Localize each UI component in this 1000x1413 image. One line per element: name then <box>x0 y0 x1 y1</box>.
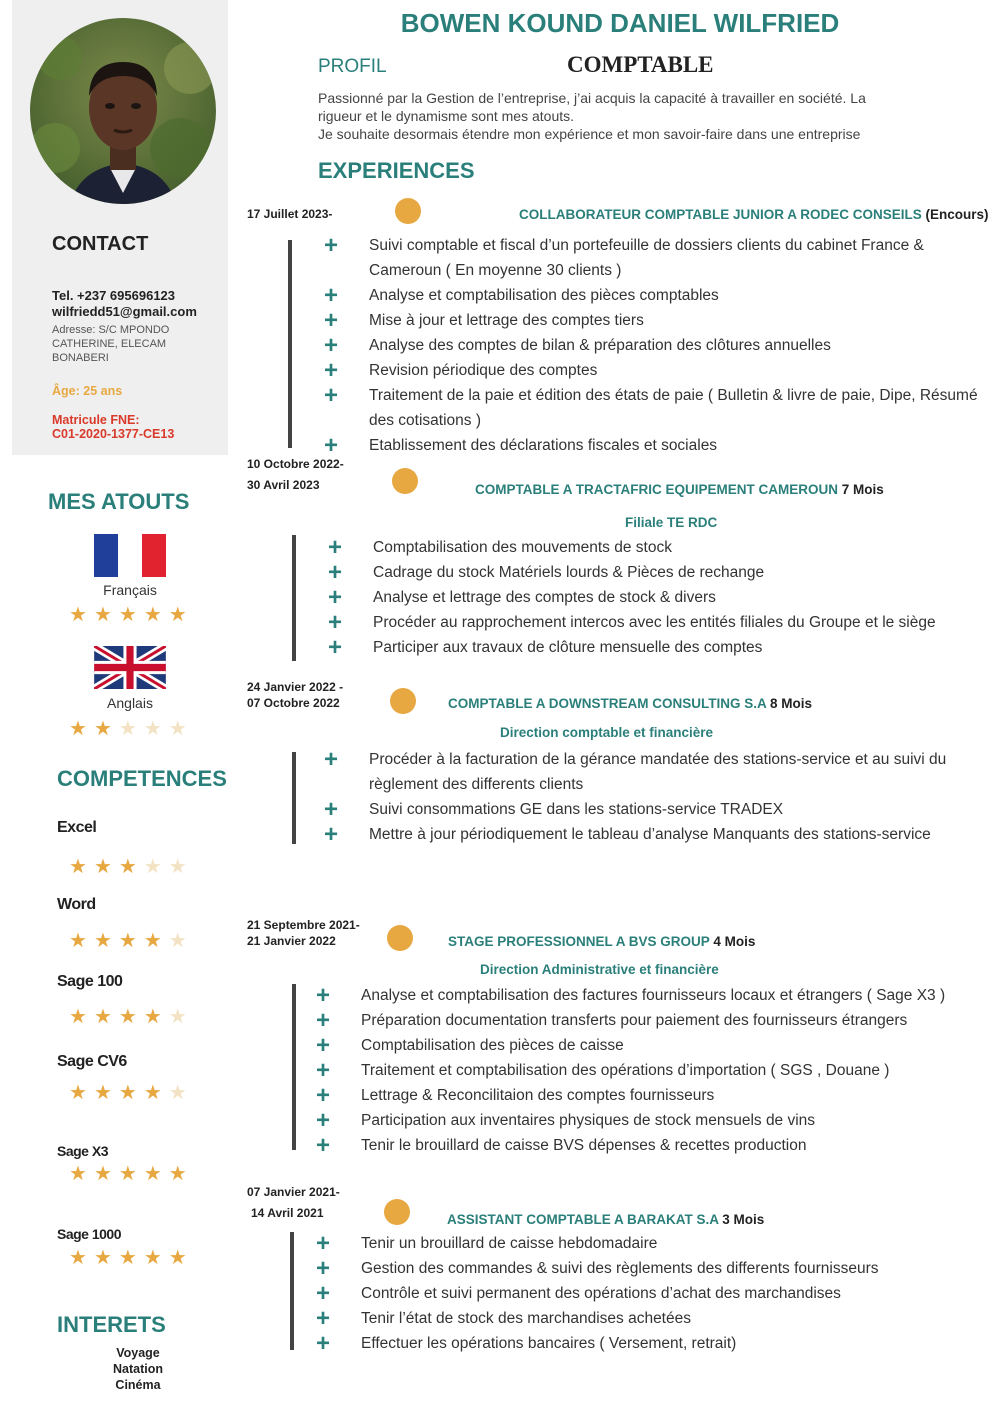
timeline-dot <box>387 925 413 951</box>
task-item <box>321 308 1000 333</box>
star-filled-icon: ★ <box>69 1247 87 1269</box>
plus-icon: + <box>327 634 342 661</box>
task-item <box>321 333 1000 358</box>
email-address: wilfriedd51@gmail.com <box>52 304 197 319</box>
task-text: Préparation documentation transferts pour paiement des fournisseurs étrangers <box>361 1012 908 1029</box>
task-item <box>313 1281 1000 1306</box>
star-filled-icon: ★ <box>69 1082 87 1104</box>
address-line: BONABERI <box>52 352 109 364</box>
job-title: COMPTABLE <box>567 52 714 77</box>
task-item <box>313 1331 1000 1356</box>
language-name-french: Français <box>103 582 157 598</box>
task-text: Analyse des comptes de bilan & préparation des clôtures annuelles <box>369 337 831 354</box>
uk-flag <box>94 646 166 694</box>
star-empty-icon: ★ <box>118 718 137 740</box>
task-text: Participer aux travaux de clôture mensuelle des comptes <box>373 639 763 656</box>
job-date-start: 21 Septembre 2021- <box>247 918 360 932</box>
star-filled-icon: ★ <box>168 1247 187 1269</box>
job-date-end: 30 Avril 2023 <box>247 478 320 492</box>
task-list <box>321 233 1000 458</box>
task-item <box>313 1133 1000 1158</box>
star-filled-icon: ★ <box>168 1163 187 1185</box>
plus-icon: + <box>315 982 330 1009</box>
task-item <box>321 383 1000 408</box>
job-date <box>247 1184 340 1221</box>
plus-icon: + <box>315 1280 330 1307</box>
language-name-english: Anglais <box>107 695 153 711</box>
task-list <box>325 535 995 660</box>
job-role: COLLABORATEUR COMPTABLE JUNIOR A RODEC CONSEILS <box>519 207 922 222</box>
plus-icon: + <box>315 1057 330 1084</box>
skill-rating <box>69 1007 187 1027</box>
plus-icon: + <box>315 1255 330 1282</box>
task-item <box>313 1058 1000 1083</box>
job-title <box>447 1212 764 1227</box>
star-filled-icon: ★ <box>143 1006 162 1028</box>
job-duration: (Encours) <box>925 207 989 222</box>
plus-icon: + <box>323 821 338 848</box>
interests-list <box>96 1345 180 1393</box>
task-item <box>325 610 995 635</box>
star-filled-icon: ★ <box>118 1006 137 1028</box>
star-filled-icon: ★ <box>118 1247 137 1269</box>
rating-english <box>69 719 187 739</box>
timeline-line <box>292 752 296 844</box>
task-item <box>313 1306 1000 1331</box>
timeline-line <box>292 535 296 661</box>
task-text: Suivi consommations GE dans les stations-service TRADEX <box>369 801 784 818</box>
task-text: règlement des differents clients <box>369 776 584 793</box>
task-text: Procéder au rapprochement intercos avec les entités filiales du Groupe et le siège <box>373 614 936 631</box>
timeline-line <box>290 1232 294 1350</box>
task-text: Etablissement des déclarations fiscales et sociales <box>369 437 718 454</box>
task-text: Comptabilisation des mouvements de stock <box>373 539 672 556</box>
skill-rating <box>69 1083 187 1103</box>
star-filled-icon: ★ <box>168 604 187 626</box>
task-item <box>325 535 995 560</box>
interest-item: Voyage <box>116 1346 160 1360</box>
contact-heading: CONTACT <box>52 233 149 255</box>
job-title <box>519 207 989 222</box>
interest-item: Cinéma <box>115 1378 161 1392</box>
star-filled-icon: ★ <box>143 1163 162 1185</box>
skill-name: Sage CV6 <box>57 1053 127 1070</box>
task-item <box>321 822 1000 847</box>
star-filled-icon: ★ <box>69 604 87 626</box>
task-text: Contrôle et suivi permanent des opérations d’achat des marchandises <box>361 1285 841 1302</box>
profile-line: Je souhaite desormais étendre mon expérience et mon savoir-faire dans une entreprise <box>318 126 861 142</box>
task-text: Revision périodique des comptes <box>369 362 598 379</box>
task-text: Tenir l’état de stock des marchandises achetées <box>361 1310 691 1327</box>
plus-icon: + <box>315 1107 330 1134</box>
skill-name: Sage 100 <box>57 973 123 990</box>
candidate-name: BOWEN KOUND DANIEL WILFRIED <box>400 8 840 38</box>
task-item <box>321 797 1000 822</box>
task-text: Analyse et comptabilisation des pièces comptables <box>369 287 719 304</box>
task-text: Gestion des commandes & suivi des règlements des differents fournisseurs <box>361 1260 879 1277</box>
interest-item: Natation <box>113 1362 163 1376</box>
profile-summary <box>318 89 958 143</box>
fne-value: C01-2020-1377-CE13 <box>52 427 175 441</box>
task-text: Participation aux inventaires physiques de stock mensuels de vins <box>361 1112 816 1129</box>
task-item <box>313 1033 1000 1058</box>
task-item <box>313 1008 1000 1033</box>
profile-photo <box>30 18 216 204</box>
star-filled-icon: ★ <box>143 930 162 952</box>
task-text: des cotisations ) <box>369 412 481 429</box>
job-role: COMPTABLE A TRACTAFRIC EQUIPEMENT CAMEROUN <box>475 482 838 497</box>
job-role: ASSISTANT COMPTABLE A BARAKAT S.A <box>447 1212 719 1227</box>
task-list <box>313 983 1000 1158</box>
skill-name: Sage 1000 <box>57 1226 121 1242</box>
task-item <box>321 408 1000 433</box>
timeline-dot <box>384 1199 410 1225</box>
job-date-start: 10 Octobre 2022- <box>247 457 344 471</box>
star-empty-icon: ★ <box>143 718 162 740</box>
task-text: Tenir le brouillard de caisse BVS dépenses & recettes production <box>361 1137 807 1154</box>
job-subtitle: Direction Administrative et financière <box>480 962 719 977</box>
star-filled-icon: ★ <box>93 1247 112 1269</box>
plus-icon: + <box>315 1230 330 1257</box>
task-text: Comptabilisation des pièces de caisse <box>361 1037 624 1054</box>
skill-rating <box>69 857 187 877</box>
job-date-start: 07 Janvier 2021- <box>247 1185 340 1199</box>
plus-icon: + <box>327 584 342 611</box>
plus-icon: + <box>323 332 338 359</box>
job-subtitle: Filiale TE RDC <box>625 515 718 530</box>
task-text: Lettrage & Reconcilitaion des comptes fournisseurs <box>361 1087 715 1104</box>
fne-registration <box>52 413 174 441</box>
job-duration: 4 Mois <box>713 934 756 949</box>
job-date-end: 14 Avril 2021 <box>251 1206 324 1220</box>
job-date <box>247 679 343 711</box>
task-text: Mise à jour et lettrage des comptes tiers <box>369 312 644 329</box>
address-line: CATHERINE, ELECAM <box>52 338 167 350</box>
task-text: Tenir un brouillard de caisse hebdomadaire <box>361 1235 658 1252</box>
plus-icon: + <box>323 357 338 384</box>
star-empty-icon: ★ <box>168 856 187 878</box>
star-filled-icon: ★ <box>69 718 87 740</box>
job-date <box>247 456 344 493</box>
timeline-line <box>288 240 292 448</box>
job-subtitle: Direction comptable et financière <box>500 725 714 740</box>
task-item <box>321 747 1000 772</box>
plus-icon: + <box>323 232 338 259</box>
task-text: Traitement de la paie et édition des états de paie ( Bulletin & livre de paie, Dipe, Résumé <box>369 387 978 404</box>
plus-icon: + <box>323 746 338 773</box>
task-text: Mettre à jour périodiquement le tableau d’analyse Manquants des stations-service <box>369 826 931 843</box>
job-date <box>247 917 360 949</box>
task-item <box>321 358 1000 383</box>
task-text: Analyse et lettrage des comptes de stock & divers <box>373 589 716 606</box>
task-item <box>321 433 1000 458</box>
task-text: Suivi comptable et fiscal d’un portefeuille de dossiers clients du cabinet France & <box>369 237 924 254</box>
task-item <box>325 560 995 585</box>
plus-icon: + <box>315 1032 330 1059</box>
star-empty-icon: ★ <box>168 1082 187 1104</box>
phone-number: Tel. +237 695696123 <box>52 288 176 303</box>
task-text: Cameroun ( En moyenne 30 clients ) <box>369 262 622 279</box>
star-filled-icon: ★ <box>93 856 112 878</box>
plus-icon: + <box>327 559 342 586</box>
address-line: Adresse: S/C MPONDO <box>52 324 170 336</box>
star-filled-icon: ★ <box>118 930 137 952</box>
plus-icon: + <box>323 432 338 459</box>
task-item <box>321 233 1000 258</box>
age: Âge: 25 ans <box>52 384 123 398</box>
plus-icon: + <box>327 609 342 636</box>
job-duration: 3 Mois <box>722 1212 765 1227</box>
star-filled-icon: ★ <box>69 1006 87 1028</box>
star-empty-icon: ★ <box>168 718 187 740</box>
task-item <box>321 283 1000 308</box>
star-filled-icon: ★ <box>143 1247 162 1269</box>
task-item <box>325 585 995 610</box>
star-filled-icon: ★ <box>93 1082 112 1104</box>
task-item <box>313 1083 1000 1108</box>
plus-icon: + <box>315 1082 330 1109</box>
skill-name: Sage X3 <box>57 1143 108 1159</box>
star-filled-icon: ★ <box>69 856 87 878</box>
profile-line: rigueur et le dynamisme sont mes atouts. <box>318 108 575 124</box>
task-item <box>325 635 995 660</box>
timeline-dot <box>395 198 421 224</box>
plus-icon: + <box>323 282 338 309</box>
job-title <box>448 696 812 711</box>
star-filled-icon: ★ <box>93 930 112 952</box>
job-title <box>475 482 884 497</box>
atouts-heading: MES ATOUTS <box>48 489 190 514</box>
skill-rating <box>69 931 187 951</box>
star-filled-icon: ★ <box>118 604 137 626</box>
plus-icon: + <box>327 534 342 561</box>
timeline-dot <box>392 468 418 494</box>
plus-icon: + <box>315 1330 330 1357</box>
competences-heading: COMPETENCES <box>57 766 227 791</box>
star-filled-icon: ★ <box>118 856 137 878</box>
star-empty-icon: ★ <box>168 930 187 952</box>
france-flag <box>94 534 166 577</box>
star-empty-icon: ★ <box>143 856 162 878</box>
profile-line: Passionné par la Gestion de l’entreprise, j’ai acquis la capacité à travailler en société. La <box>318 90 866 106</box>
task-item <box>313 1108 1000 1133</box>
address <box>52 323 169 365</box>
star-filled-icon: ★ <box>143 604 162 626</box>
job-date-start: 24 Janvier 2022 - <box>247 680 344 694</box>
star-filled-icon: ★ <box>93 718 112 740</box>
job-date-end: 21 Janvier 2022 <box>247 934 336 948</box>
star-filled-icon: ★ <box>69 930 87 952</box>
star-filled-icon: ★ <box>93 604 112 626</box>
star-filled-icon: ★ <box>118 1163 137 1185</box>
task-text: Analyse et comptabilisation des factures fournisseurs locaux et étrangers ( Sage X3 ) <box>361 987 946 1004</box>
skill-rating <box>69 1164 187 1184</box>
task-list <box>321 747 1000 847</box>
job-title <box>448 934 755 949</box>
job-date <box>247 206 332 222</box>
job-date-start: 17 Juillet 2023- <box>247 207 333 221</box>
task-text: Procéder à la facturation de la gérance mandatée des stations-service et au suivi du <box>369 751 947 768</box>
task-text: Traitement et comptabilisation des opérations d’importation ( SGS , Douane ) <box>361 1062 890 1079</box>
interets-heading: INTERETS <box>57 1312 166 1337</box>
rating-french <box>69 605 187 625</box>
plus-icon: + <box>315 1132 330 1159</box>
star-filled-icon: ★ <box>93 1006 112 1028</box>
star-filled-icon: ★ <box>93 1163 112 1185</box>
task-list <box>313 1231 1000 1356</box>
timeline-dot <box>390 688 416 714</box>
skill-rating <box>69 1248 187 1268</box>
plus-icon: + <box>315 1007 330 1034</box>
plus-icon: + <box>315 1305 330 1332</box>
timeline-line <box>292 984 296 1150</box>
job-role: COMPTABLE A DOWNSTREAM CONSULTING S.A <box>448 696 767 711</box>
fne-label: Matricule FNE: <box>52 413 140 427</box>
plus-icon: + <box>323 382 338 409</box>
task-item <box>321 258 1000 283</box>
task-item <box>313 983 1000 1008</box>
job-date-end: 07 Octobre 2022 <box>247 696 340 710</box>
task-text: Effectuer les opérations bancaires ( Versement, retrait) <box>361 1335 737 1352</box>
profile-heading: PROFIL <box>318 56 387 77</box>
job-duration: 7 Mois <box>841 482 884 497</box>
job-duration: 8 Mois <box>770 696 813 711</box>
task-item <box>313 1256 1000 1281</box>
star-empty-icon: ★ <box>168 1006 187 1028</box>
skill-name: Excel <box>57 819 97 836</box>
star-filled-icon: ★ <box>69 1163 87 1185</box>
job-role: STAGE PROFESSIONNEL A BVS GROUP <box>448 934 710 949</box>
plus-icon: + <box>323 307 338 334</box>
task-item <box>321 772 1000 797</box>
plus-icon: + <box>323 796 338 823</box>
experiences-heading: EXPERIENCES <box>318 158 475 183</box>
star-filled-icon: ★ <box>143 1082 162 1104</box>
task-text: Cadrage du stock Matériels lourds & Pièces de rechange <box>373 564 765 581</box>
task-item <box>313 1231 1000 1256</box>
skill-name: Word <box>57 896 96 913</box>
star-filled-icon: ★ <box>118 1082 137 1104</box>
